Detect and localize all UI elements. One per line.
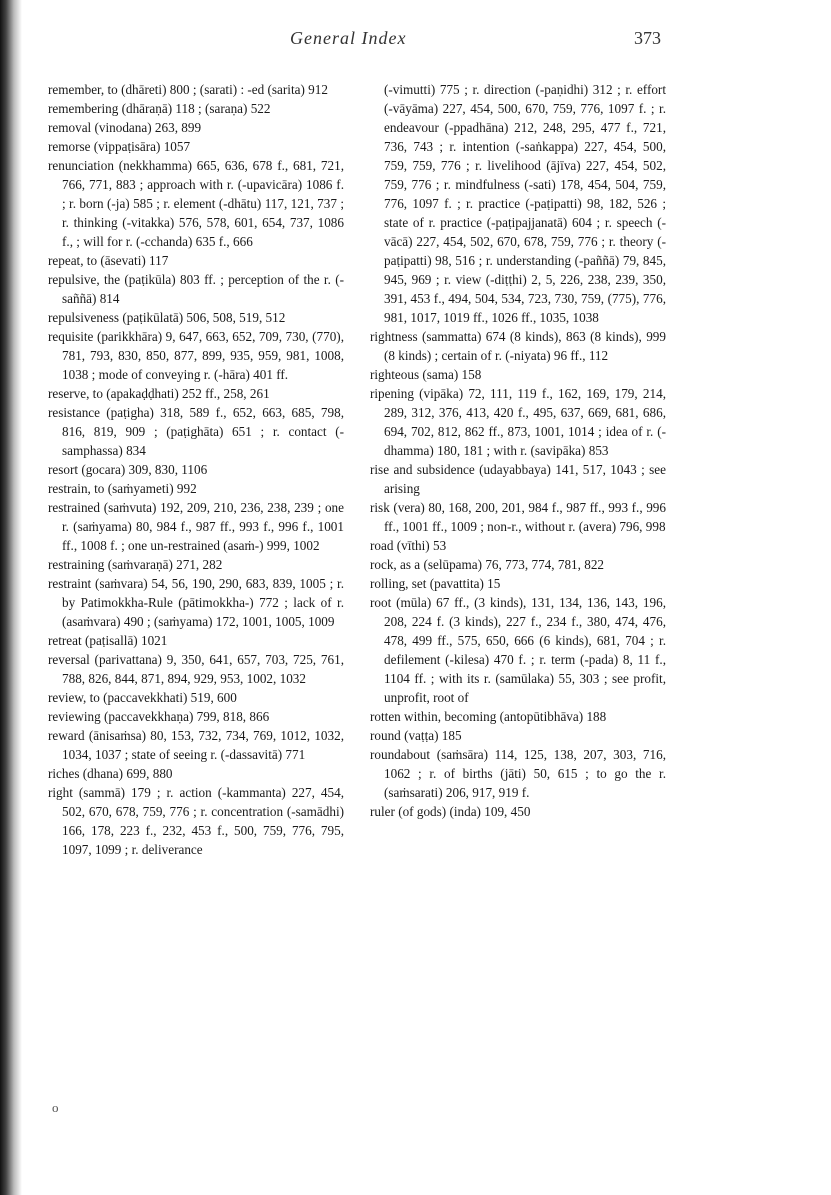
index-entry: retreat (paṭisallā) 1021 — [48, 633, 168, 648]
index-entry-continued: (-vimutti) 775 ; r. direction (-paṇidhi) 312 ; r. effort (-vāyāma) 227, 454, 500, 670, 759, 776, 1097 f. ; r. endeavour (-ppadhāna) 212, 248, 295, 477 f., 721, 736, 743 ; r. intention (-saṅkappa) 227, 454, 500, 759, 759, 776 ; r. livelihood (ājīva) 227, 454, 502, 759, 776 ; r. mindfulness (-sati) 178, 454, 504, 759, 776, 1097 f. ; r. practice (-paṭipatti) 98, 182, 526 ; state of r. practice (-paṭipajjanatā) 604 ; r. speech (-vācā) 227, 454, 502, 670, 678, 759, 776 ; r. theory (-paṭipatti) 98, 516 ; r. understanding (-paññā) 79, 845, 945, 969 ; r. view (-diṭṭhi) 2, 5, 226, 238, 239, 350, 391, 453 f., 494, 504, 534, 723, 730, 759, (775), 776, 981, 1017, 1019 ff., 1026 ff., 1035, 1038 — [384, 82, 666, 325]
index-entry: removal (vinodana) 263, 899 — [48, 120, 202, 135]
index-entry: review, to (paccavekkhati) 519, 600 — [48, 690, 237, 705]
index-entry: reward (ānisaṁsa) 80, 153, 732, 734, 769, 1012, 1032, 1034, 1037 ; state of seeing r. (-dassavitā) 771 — [48, 728, 344, 762]
signature-mark: o — [52, 1100, 59, 1115]
index-entry: reviewing (paccavekkhaṇa) 799, 818, 866 — [48, 709, 270, 724]
index-entry: restraint (saṁvara) 54, 56, 190, 290, 683, 839, 1005 ; r. by Patimokkha-Rule (pātimokkha-) 772 ; lack of r. (asaṁvara) 490 ; (saṁyama) 172, 1001, 1005, 1009 — [48, 576, 344, 629]
index-entry: renunciation (nekkhamma) 665, 636, 678 f., 681, 721, 766, 771, 883 ; approach with r. (-upavicāra) 1086 f. ; r. born (-ja) 585 ; r. element (-dhātu) 117, 121, 737 ; r. thinking (-vitakka) 576, 578, 601, 654, 737, 1086 f., ; will for r. (-cchanda) 635 f., 666 — [48, 158, 344, 249]
scan-binding-edge — [0, 0, 22, 1195]
index-entry: repulsiveness (paṭikūlatā) 506, 508, 519, 512 — [48, 310, 286, 325]
index-entry: righteous (sama) 158 — [370, 367, 482, 382]
index-entry: restrain, to (saṁyameti) 992 — [48, 481, 197, 496]
page-number: 373 — [634, 28, 661, 48]
index-entry: rolling, set (pavattita) 15 — [370, 576, 501, 591]
index-entry: riches (dhana) 699, 880 — [48, 766, 173, 781]
index-entry: roundabout (saṁsāra) 114, 125, 138, 207, 303, 716, 1062 ; r. of births (jāti) 50, 615 ; to go the r. (saṁsarati) 206, 917, 919 f. — [370, 747, 666, 800]
index-entry: reserve, to (apakaḍḍhati) 252 ff., 258, 261 — [48, 386, 270, 401]
index-entry: risk (vera) 80, 168, 200, 201, 984 f., 987 ff., 993 f., 996 ff., 1001 ff., 1009 ; non-r., without r. (avera) 796, 998 — [370, 500, 666, 534]
index-column-right — [370, 80, 666, 821]
index-column-left — [48, 80, 344, 859]
index-entry: rise and subsidence (udayabbaya) 141, 517, 1043 ; see arising — [370, 462, 666, 496]
index-entry: right (sammā) 179 ; r. action (-kammanta) 227, 454, 502, 670, 678, 759, 776 ; r. concentration (-samādhi) 166, 178, 223 f., 232, 453 f., 500, 759, 776, 795, 1097, 1099 ; r. deliverance — [48, 785, 344, 857]
index-entry: rock, as a (selūpama) 76, 773, 774, 781, 822 — [370, 557, 605, 572]
index-entry: rotten within, becoming (antopūtibhāva) 188 — [370, 709, 607, 724]
index-entry: ripening (vipāka) 72, 111, 119 f., 162, 169, 179, 214, 289, 312, 376, 413, 420 f., 495, 637, 669, 681, 686, 694, 702, 812, 862 ff., 873, 1001, 1014 ; idea of r. (-dhamma) 180, 181 ; with r. (savipāka) 853 — [370, 386, 666, 458]
index-entry: remember, to (dhāreti) 800 ; (sarati) : -ed (sarita) 912 — [48, 82, 328, 97]
index-entry: ruler (of gods) (inda) 109, 450 — [370, 804, 531, 819]
index-entry: root (mūla) 67 ff., (3 kinds), 131, 134, 136, 143, 196, 208, 224 f. (3 kinds), 227 f., 234 f., 380, 474, 476, 478, 499 ff., 575, 650, 666 (6 kinds), 681, 704 ; r. defilement (-kilesa) 470 f. ; r. term (-pada) 8, 11 f., 1104 ff. ; with its r. (samūlaka) 55, 303 ; see profit, unprofit, root of — [370, 595, 666, 705]
index-entry: round (vaṭṭa) 185 — [370, 728, 462, 743]
index-entry: requisite (parikkhāra) 9, 647, 663, 652, 709, 730, (770), 781, 793, 830, 850, 877, 899, 935, 959, 981, 1008, 1038 ; mode of conveying r. (-hāra) 401 ff. — [48, 329, 344, 382]
index-entry: reversal (parivattana) 9, 350, 641, 657, 703, 725, 761, 788, 826, 844, 871, 894, 929, 953, 1002, 1032 — [48, 652, 344, 686]
running-header: General Index — [290, 28, 407, 48]
index-entry: rightness (sammatta) 674 (8 kinds), 863 (8 kinds), 999 (8 kinds) ; certain of r. (-niyata) 96 ff., 112 — [370, 329, 666, 363]
index-entry: remorse (vippaṭisāra) 1057 — [48, 139, 191, 154]
index-entry: remembering (dhāraṇā) 118 ; (saraṇa) 522 — [48, 101, 271, 116]
index-entry: road (vīthi) 53 — [370, 538, 447, 553]
index-entry: resort (gocara) 309, 830, 1106 — [48, 462, 208, 477]
index-entry: repeat, to (āsevati) 117 — [48, 253, 169, 268]
index-entry: repulsive, the (paṭikūla) 803 ff. ; perception of the r. (-saññā) 814 — [48, 272, 344, 306]
index-entry: restrained (saṁvuta) 192, 209, 210, 236, 238, 239 ; one r. (saṁyama) 80, 984 f., 987 ff., 993 f., 996 f., 1001 ff., 1008 f. ; one un-restrained (asaṁ-) 999, 1002 — [48, 500, 344, 553]
index-entry: resistance (paṭigha) 318, 589 f., 652, 663, 685, 798, 816, 819, 909 ; (paṭighāta) 651 ; r. contact (-samphassa) 834 — [48, 405, 344, 458]
index-entry: restraining (saṁvaraṇā) 271, 282 — [48, 557, 223, 572]
